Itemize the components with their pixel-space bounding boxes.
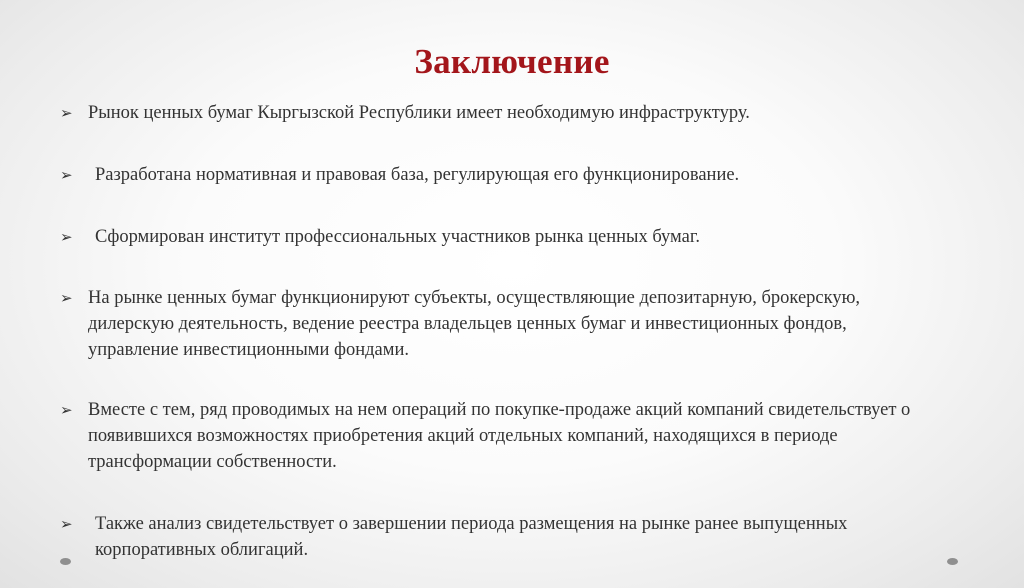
bullet-text: Вместе с тем, ряд проводимых на нем операций по покупке-продаже акций компаний свидетельствует о появившихся возможностях приобретения акций отдельных компаний, находящихся в периоде трансформации собственности. <box>88 400 911 472</box>
arrow-bullet-icon: ➢ <box>60 515 73 533</box>
bullet-text: Рынок ценных бумаг Кыргызской Республики имеет необходимую инфраструктуру. <box>88 103 750 123</box>
bullet-item <box>60 224 980 250</box>
bullet-text: Разработана нормативная и правовая база, регулирующая его функционирование. <box>95 165 740 185</box>
arrow-bullet-icon: ➢ <box>60 228 73 246</box>
bullet-item <box>60 162 980 188</box>
arrow-bullet-icon: ➢ <box>60 166 73 184</box>
bullet-item <box>60 397 930 475</box>
bullet-text: Сформирован институт профессиональных участников рынка ценных бумаг. <box>95 227 700 247</box>
arrow-bullet-icon: ➢ <box>60 289 73 307</box>
arrow-bullet-icon: ➢ <box>60 401 73 419</box>
corner-dot-left <box>60 558 71 565</box>
bullet-text: Также анализ свидетельствует о завершении периода размещения на рынке ранее выпущенных корпоративных облигаций. <box>95 514 848 560</box>
slide-title: Заключение <box>414 42 610 81</box>
arrow-bullet-icon: ➢ <box>60 104 73 122</box>
bullet-item <box>60 285 900 363</box>
bullet-item <box>60 100 980 126</box>
bullet-item <box>60 511 880 563</box>
corner-dot-right <box>947 558 958 565</box>
bullet-text: На рынке ценных бумаг функционируют субъекты, осуществляющие депозитарную, брокерскую, дилерскую деятельность, ведение реестра владельцев ценных бумаг и инвестиционных фондов, управление инвестиционными фондами. <box>88 288 861 360</box>
